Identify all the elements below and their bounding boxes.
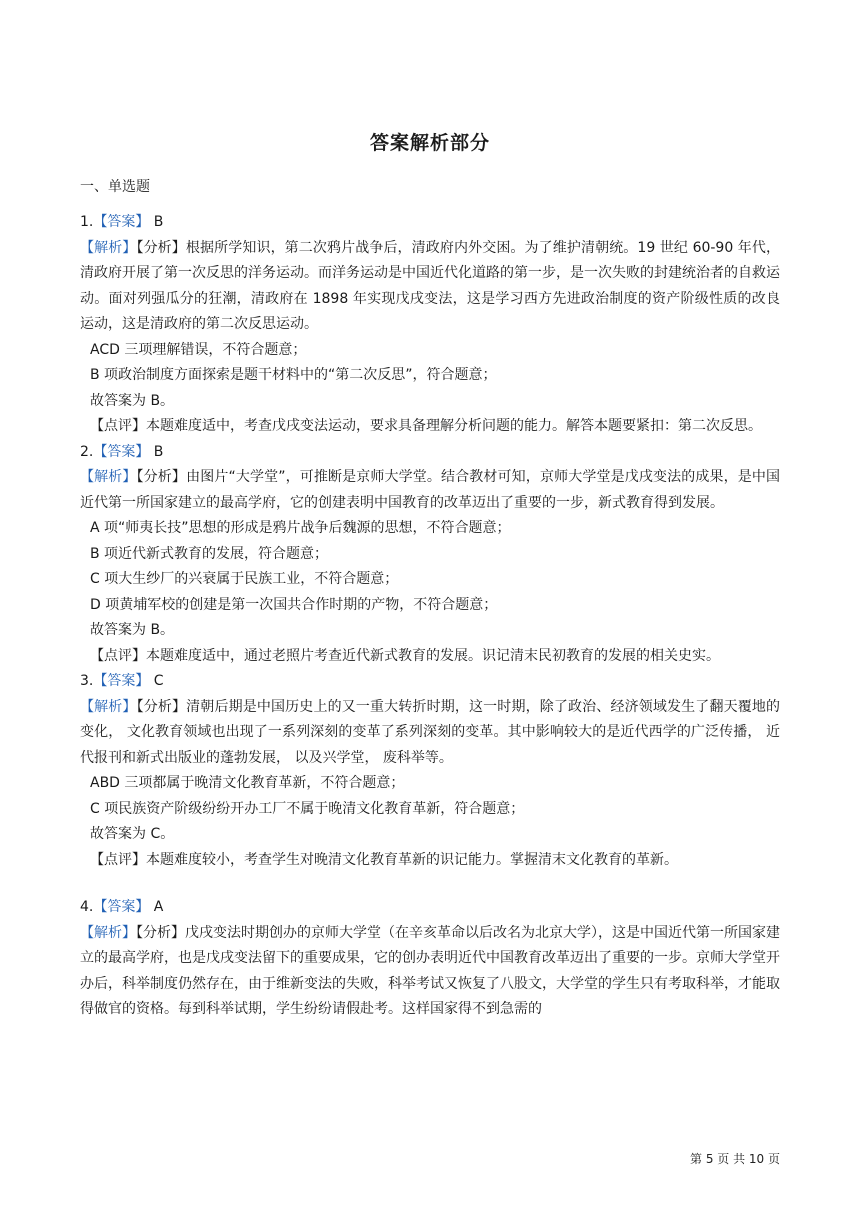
option-line: B 项近代新式教育的发展，符合题意； [90,545,329,562]
question-number: 4. [80,899,94,915]
spacer [80,873,780,895]
comment-paragraph [80,414,780,440]
option-line: ACD 三项理解错误，不符合题意； [90,341,307,358]
option-line: A 项“师夷长技”思想的形成是鸦片战争后魏源的思想，不符合题意； [90,520,511,536]
answer-tag: 【答案】 [93,673,150,689]
option-line: C 项大生纱厂的兴衰属于民族工业，不符合题意； [90,571,399,587]
conclusion-line: 故答案为 B。 [90,622,175,638]
answer-tag: 【答案】 [93,214,150,230]
analysis-paragraph [80,695,780,772]
comment-tag: 【点评】 [90,418,146,434]
answer-line [80,440,780,466]
option-line: ABD 三项都属于晚清文化教育革新，不符合题意； [90,775,405,791]
analysis-text: 清朝后期是中国历史上的又一重大转折时期，这一时期，除了政治、经济领域发生了翻天覆地的变化， 文化教育领域也出现了一系列深刻的变革了系列深刻的变革。其中影响较大的是近代西学的广泛传播， 近代报刊和新式出版业的蓬勃发展， 以及兴学堂， 废科举等。 [80,698,781,766]
comment-paragraph [80,848,780,874]
page-footer: 第 5 页 共 10 页 [690,1152,780,1166]
comment-text: 本题难度适中，考查戊戌变法运动，要求具备理解分析问题的能力。解答本题要紧扣：第二次反思。 [146,418,762,434]
analysis-paragraph [80,236,780,338]
option-line: C 项民族资产阶级纷纷开办工厂不属于晚清文化教育革新，符合题意； [90,800,525,817]
section-heading: 一、单选题 [80,179,150,195]
analysis-tag: 【解析】 [80,239,137,256]
answer-tag: 【答案】 [93,899,150,915]
answer-line [80,669,780,695]
option-line: B 项政治制度方面探索是题干材料中的“第二次反思”，符合题意； [90,367,497,383]
question-number: 1. [80,214,94,230]
comment-text: 本题难度较小，考查学生对晚清文化教育革新的识记能力。掌握清末文化教育的革新。 [146,851,678,868]
question-4 [80,895,780,1023]
answer-tag: 【答案】 [93,443,150,460]
analysis-paragraph [80,465,780,516]
conclusion-line: 故答案为 C。 [90,826,175,842]
answer-value: B [149,443,164,460]
page-title: 答案解析部分 [369,132,490,154]
question-2 [80,440,780,670]
question-number: 3. [80,673,94,689]
answer-value: B [149,214,164,230]
analysis-tag: 【解析】 [80,698,137,715]
comment-paragraph [80,644,780,670]
question-3 [80,669,780,873]
option-line: D 项黄埔军校的创建是第一次国共合作时期的产物，不符合题意； [90,596,498,613]
analysis-tag: 【解析】 [80,924,136,941]
answer-value: C [149,673,164,689]
comment-text: 本题难度适中，通过老照片考查近代新式教育的发展。识记清末民初教育的发展的相关史实。 [146,647,720,664]
analysis-text: 根据所学知识，第二次鸦片战争后，清政府内外交困。为了维护清朝统。19 世纪 60-90 年代，清政府开展了第一次反思的洋务运动。而洋务运动是中国近代化道路的第一步，是一次失败的封建统治者的自救运动。面对列强瓜分的狂潮，清政府在 1898 年实现戊戌变法，这是学习西方先进政治制度的资产阶级性质的改良运动，这是清政府的第二次反思运动。 [80,239,781,332]
analysis-paragraph [80,921,780,1023]
comment-tag: 【点评】 [90,647,146,664]
conclusion-line: 故答案为 B。 [90,392,175,409]
answer-line [80,210,780,236]
comment-tag: 【点评】 [90,851,146,868]
fenxi-tag: 【分析】 [136,924,185,941]
question-1 [80,210,780,440]
fenxi-tag: 【分析】 [136,469,187,485]
analysis-text: 由图片“大学堂”，可推断是京师大学堂。结合教材可知，京师大学堂是戊戌变法的成果，是中国近代第一所国家建立的最高学府，它的创建表明中国教育的改革迈出了重要的一步，新式教育得到发展。 [80,469,781,511]
answer-value: A [149,899,164,915]
question-number: 2. [80,443,94,460]
fenxi-tag: 【分析】 [136,239,186,256]
answer-line [80,895,780,921]
fenxi-tag: 【分析】 [136,698,187,715]
answer-content [80,210,780,1023]
analysis-tag: 【解析】 [80,469,137,485]
analysis-text: 戊戌变法时期创办的京师大学堂（在辛亥革命以后改名为北京大学），这是中国近代第一所国家建立的最高学府，也是戊戌变法留下的重要成果，它的创办表明近代中国教育改革迈出了重要的一步。京师大学堂开办后，科举制度仍然存在，由于维新变法的失败，科举考试又恢复了八股文，大学堂的学生只有考取科举，才能取得做官的资格。每到科举试期，学生纷纷请假赴考。这样国家得不到急需的 [80,924,780,1017]
